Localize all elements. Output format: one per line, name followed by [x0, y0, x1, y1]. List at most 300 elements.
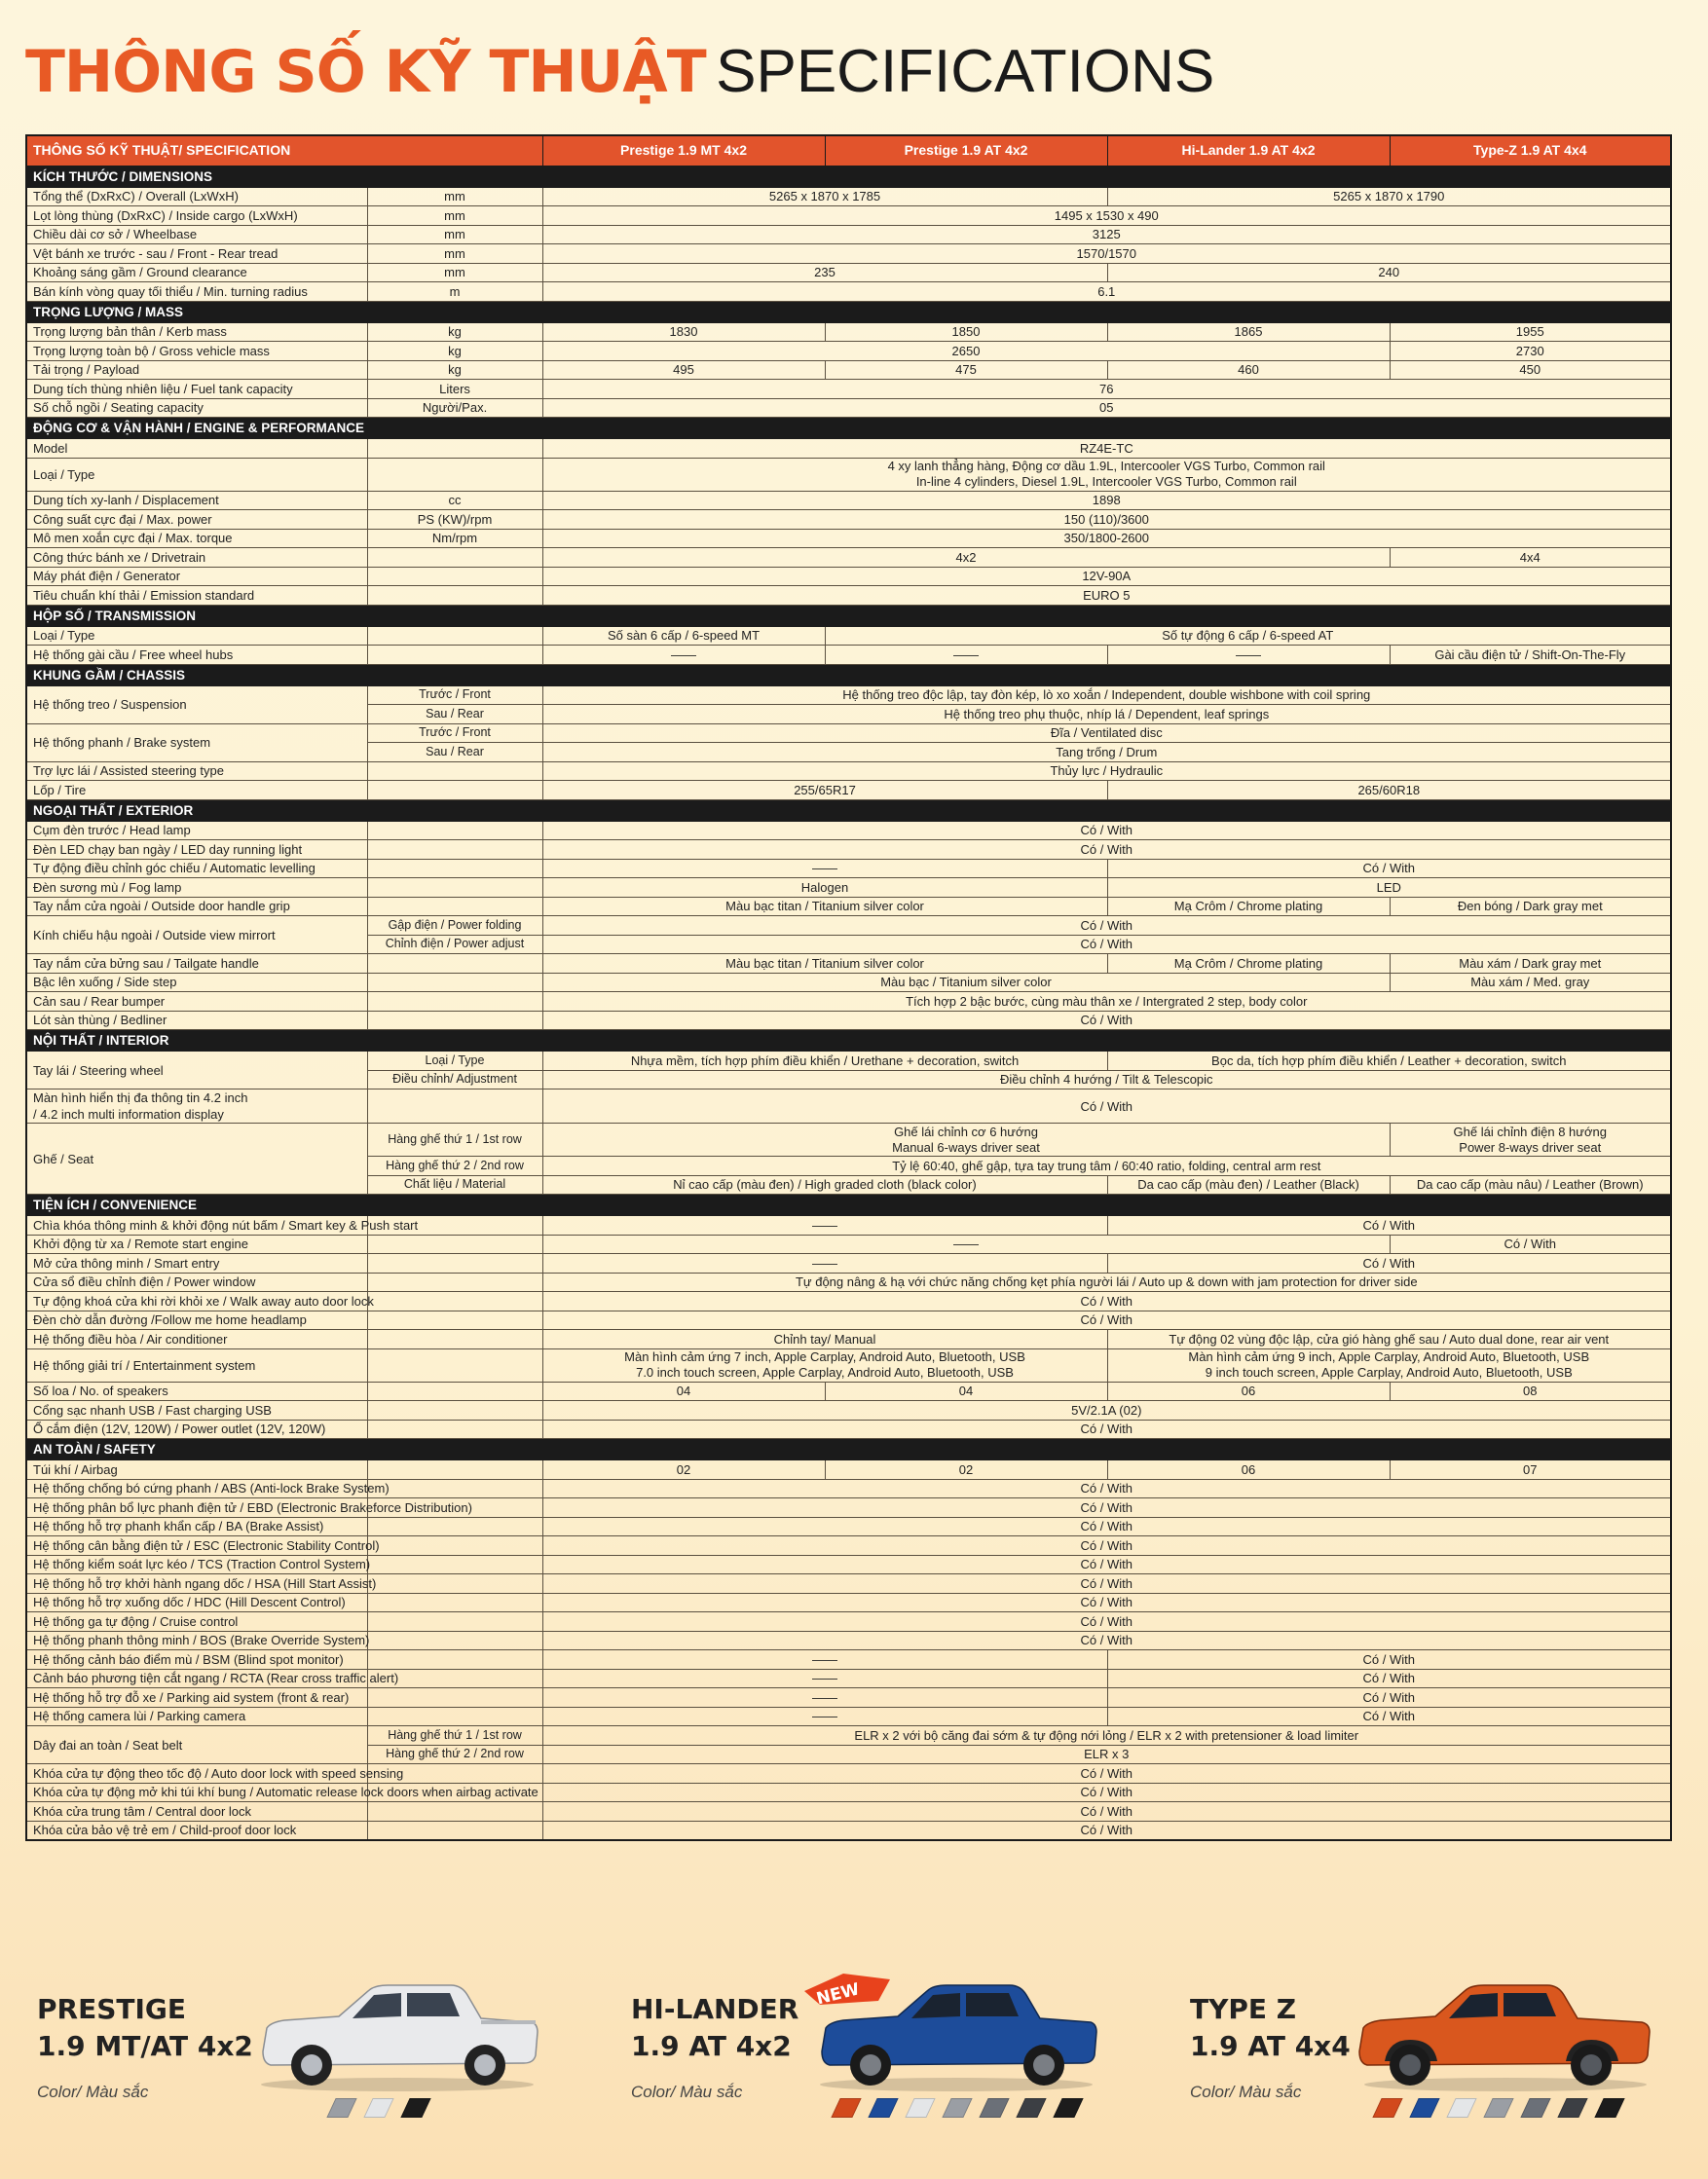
spec-unit — [367, 781, 542, 800]
spec-value: Da cao cấp (màu đen) / Leather (Black) — [1107, 1175, 1390, 1195]
spec-value: 1850 — [825, 322, 1107, 342]
header-model-type-z: Type-Z 1.9 AT 4x4 — [1390, 135, 1671, 166]
spec-value: Halogen — [542, 878, 1107, 898]
spec-unit — [367, 840, 542, 860]
spec-name: Số chỗ ngồi / Seating capacity — [26, 398, 367, 418]
model-prestige — [37, 1991, 253, 2102]
spec-value: Có / With — [542, 1802, 1671, 1822]
table-row — [26, 1517, 1671, 1536]
spec-name: Tổng thể (DxRxC) / Overall (LxWxH) — [26, 187, 367, 206]
spec-name: Hệ thống giải trí / Entertainment system — [26, 1348, 367, 1382]
color-swatch[interactable] — [363, 2098, 393, 2118]
spec-name: Ghế / Seat — [26, 1124, 367, 1195]
spec-value: 02 — [542, 1460, 825, 1480]
spec-unit — [367, 1420, 542, 1439]
spec-name: Tiêu chuẩn khí thải / Emission standard — [26, 586, 367, 606]
spec-value: —— — [542, 1669, 1107, 1688]
section-header-row — [26, 418, 1671, 439]
table-row — [26, 1574, 1671, 1594]
table-row — [26, 878, 1671, 898]
spec-unit: kg — [367, 322, 542, 342]
spec-unit: PS (KW)/rpm — [367, 510, 542, 530]
spec-value: Màn hình cảm ứng 9 inch, Apple Carplay, Android Auto, Bluetooth, USB 9 inch touch screen, Apple Carplay, Android Auto, Bluetooth, USB — [1107, 1348, 1671, 1382]
table-row — [26, 1650, 1671, 1670]
spec-name: Chiều dài cơ sở / Wheelbase — [26, 225, 367, 244]
spec-name: Khóa cửa bảo vệ trẻ em / Child-proof door lock — [26, 1821, 367, 1840]
spec-value: ELR x 2 với bộ căng đai sớm & tự động nới lỏng / ELR x 2 with pretensioner & load limiter — [542, 1726, 1671, 1746]
color-label: Color/ Màu sắc — [37, 2083, 149, 2101]
spec-unit: mm — [367, 263, 542, 282]
spec-value: 450 — [1390, 360, 1671, 380]
table-row — [26, 548, 1671, 568]
spec-name: Hệ thống chống bó cứng phanh / ABS (Anti-lock Brake System) — [26, 1479, 367, 1498]
spec-value: 255/65R17 — [542, 781, 1107, 800]
spec-value: Thủy lực / Hydraulic — [542, 761, 1671, 781]
table-row — [26, 1292, 1671, 1311]
spec-unit — [367, 548, 542, 568]
spec-unit — [367, 954, 542, 974]
spec-value: Có / With — [1107, 859, 1671, 878]
color-swatch[interactable] — [1409, 2098, 1439, 2118]
spec-sub-label: Điều chỉnh/ Adjustment — [367, 1070, 542, 1090]
section-title: NỘI THẤT / INTERIOR — [26, 1030, 1671, 1052]
table-row — [26, 586, 1671, 606]
section-title: TIỆN ÍCH / CONVENIENCE — [26, 1195, 1671, 1216]
table-row — [26, 1011, 1671, 1030]
spec-unit — [367, 1821, 542, 1840]
spec-name: Hệ thống hỗ trợ đỗ xe / Parking aid system (front & rear) — [26, 1688, 367, 1708]
spec-value: Có / With — [542, 821, 1671, 840]
spec-value: 150 (110)/3600 — [542, 510, 1671, 530]
table-row — [26, 781, 1671, 800]
color-swatch[interactable] — [400, 2098, 430, 2118]
model-name: TYPE Z — [1190, 1993, 1297, 2025]
spec-unit: kg — [367, 342, 542, 361]
section-title: KHUNG GẦM / CHASSIS — [26, 664, 1671, 685]
spec-value: Có / With — [542, 916, 1671, 936]
spec-sub-label: Hàng ghế thứ 1 / 1st row — [367, 1124, 542, 1157]
spec-name: Cửa sổ điều chỉnh điện / Power window — [26, 1273, 367, 1292]
spec-value: Có / With — [542, 1783, 1671, 1802]
spec-unit — [367, 1802, 542, 1822]
spec-value: 495 — [542, 360, 825, 380]
spec-name: Cổng sạc nhanh USB / Fast charging USB — [26, 1401, 367, 1421]
spec-value: 1955 — [1390, 322, 1671, 342]
spec-unit: Liters — [367, 380, 542, 399]
spec-value: Số sàn 6 cấp / 6-speed MT — [542, 626, 825, 646]
table-row — [26, 1330, 1671, 1349]
section-header-row — [26, 1195, 1671, 1216]
table-row — [26, 380, 1671, 399]
spec-name: Trọng lượng toàn bộ / Gross vehicle mass — [26, 342, 367, 361]
table-row — [26, 1479, 1671, 1498]
section-header-row — [26, 799, 1671, 821]
color-swatches-type-z — [1377, 2098, 1620, 2118]
spec-value: —— — [542, 1254, 1107, 1274]
spec-name: Mở cửa thông minh / Smart entry — [26, 1254, 367, 1274]
spec-unit — [367, 1479, 542, 1498]
spec-unit — [367, 821, 542, 840]
truck-image-prestige — [251, 1972, 543, 2098]
spec-value: Có / With — [542, 1479, 1671, 1498]
spec-value: 1898 — [542, 491, 1671, 510]
spec-value: —— — [1107, 646, 1390, 665]
spec-name: Loại / Type — [26, 626, 367, 646]
color-swatch[interactable] — [1557, 2098, 1587, 2118]
color-swatch[interactable] — [326, 2098, 356, 2118]
color-swatch[interactable] — [1053, 2098, 1083, 2118]
spec-unit — [367, 1555, 542, 1574]
spec-name: Vệt bánh xe trước - sau / Front - Rear tread — [26, 244, 367, 264]
section-title: HỘP SỐ / TRANSMISSION — [26, 605, 1671, 626]
spec-unit — [367, 1650, 542, 1670]
table-row — [26, 360, 1671, 380]
color-label: Color/ Màu sắc — [1190, 2083, 1302, 2101]
spec-unit — [367, 761, 542, 781]
spec-name: Hệ thống cảnh báo điểm mù / BSM (Blind spot monitor) — [26, 1650, 367, 1670]
color-swatch[interactable] — [1483, 2098, 1513, 2118]
spec-value: 240 — [1107, 263, 1671, 282]
table-row — [26, 458, 1671, 491]
table-row — [26, 244, 1671, 264]
table-row — [26, 859, 1671, 878]
spec-unit — [367, 1707, 542, 1726]
table-row — [26, 840, 1671, 860]
spec-value: 4x4 — [1390, 548, 1671, 568]
spec-value: Có / With — [542, 1593, 1671, 1612]
table-row — [26, 916, 1671, 936]
color-swatches-hi-lander — [835, 2098, 1079, 2118]
spec-name: Khởi động từ xa / Remote start engine — [26, 1235, 367, 1254]
spec-value: Có / With — [1107, 1688, 1671, 1708]
spec-value: Có / With — [542, 1612, 1671, 1632]
spec-name: Hệ thống phanh thông minh / BOS (Brake Override System) — [26, 1631, 367, 1650]
model-type-z — [1190, 1991, 1351, 2102]
spec-value: 76 — [542, 380, 1671, 399]
spec-name: Màn hình hiển thị đa thông tin 4.2 inch / 4.2 inch multi information display — [26, 1090, 367, 1124]
spec-sub-label: Hàng ghế thứ 1 / 1st row — [367, 1726, 542, 1746]
spec-name: Lọt lòng thùng (DxRxC) / Inside cargo (LxWxH) — [26, 206, 367, 226]
table-row — [26, 1401, 1671, 1421]
color-swatch[interactable] — [905, 2098, 935, 2118]
title-english: SPECIFICATIONS — [716, 38, 1215, 105]
table-row — [26, 282, 1671, 302]
spec-unit — [367, 1401, 542, 1421]
table-row — [26, 1348, 1671, 1382]
table-row — [26, 1802, 1671, 1822]
spec-unit — [367, 1311, 542, 1330]
spec-unit — [367, 973, 542, 992]
spec-value: 235 — [542, 263, 1107, 282]
spec-value: —— — [542, 1235, 1390, 1254]
spec-value: 08 — [1390, 1382, 1671, 1401]
spec-value: Có / With — [542, 1517, 1671, 1536]
color-swatch[interactable] — [1594, 2098, 1624, 2118]
spec-name: Trọng lượng bản thân / Kerb mass — [26, 322, 367, 342]
spec-value: Ghế lái chỉnh cơ 6 hướng Manual 6-ways driver seat — [542, 1124, 1390, 1157]
table-row — [26, 510, 1671, 530]
spec-value: Nỉ cao cấp (màu đen) / High graded cloth (black color) — [542, 1175, 1107, 1195]
section-header-row — [26, 166, 1671, 187]
spec-unit — [367, 586, 542, 606]
spec-name: Hệ thống camera lùi / Parking camera — [26, 1707, 367, 1726]
spec-value: Ghế lái chỉnh điện 8 hướng Power 8-ways driver seat — [1390, 1124, 1671, 1157]
spec-unit — [367, 992, 542, 1012]
spec-value: Có / With — [542, 1821, 1671, 1840]
spec-value: —— — [542, 1216, 1107, 1236]
spec-value: Tỷ lệ 60:40, ghế gập, tựa tay trung tâm / 60:40 ratio, folding, central arm rest — [542, 1157, 1671, 1176]
spec-unit — [367, 1574, 542, 1594]
spec-sub-label: Hàng ghế thứ 2 / 2nd row — [367, 1157, 542, 1176]
model-name: HI-LANDER — [631, 1993, 799, 2025]
spec-name: Dung tích xy-lanh / Displacement — [26, 491, 367, 510]
spec-value: Có / With — [542, 1011, 1671, 1030]
table-row — [26, 1631, 1671, 1650]
table-row — [26, 1707, 1671, 1726]
spec-name: Hệ thống hỗ trợ khởi hành ngang dốc / HSA (Hill Start Assist) — [26, 1574, 367, 1594]
table-row — [26, 1273, 1671, 1292]
color-swatch[interactable] — [868, 2098, 898, 2118]
spec-value: Màu xám / Dark gray met — [1390, 954, 1671, 974]
spec-unit: Người/Pax. — [367, 398, 542, 418]
spec-name: Tay lái / Steering wheel — [26, 1052, 367, 1090]
spec-name: Dung tích thùng nhiên liệu / Fuel tank capacity — [26, 380, 367, 399]
spec-value: Tự động 02 vùng độc lập, cửa gió hàng ghế sau / Auto dual done, rear air vent — [1107, 1330, 1671, 1349]
spec-unit — [367, 1536, 542, 1556]
spec-value: Có / With — [542, 840, 1671, 860]
spec-name: Loại / Type — [26, 458, 367, 491]
spec-value: 06 — [1107, 1460, 1390, 1480]
spec-value: 1570/1570 — [542, 244, 1671, 264]
table-row — [26, 491, 1671, 510]
spec-value: Có / With — [542, 1536, 1671, 1556]
table-row — [26, 439, 1671, 459]
spec-sub-label: Trước / Front — [367, 723, 542, 743]
color-swatch[interactable] — [1016, 2098, 1046, 2118]
spec-value: 460 — [1107, 360, 1390, 380]
spec-unit — [367, 458, 542, 491]
table-row — [26, 1090, 1671, 1124]
table-row — [26, 398, 1671, 418]
spec-sub-label: Chỉnh điện / Power adjust — [367, 935, 542, 954]
table-row — [26, 1254, 1671, 1274]
model-variant: 1.9 AT 4x2 — [631, 2030, 792, 2062]
table-row — [26, 1460, 1671, 1480]
table-row — [26, 897, 1671, 916]
spec-name: Số loa / No. of speakers — [26, 1382, 367, 1401]
model-hi-lander — [631, 1991, 798, 2102]
spec-unit — [367, 1273, 542, 1292]
spec-unit — [367, 646, 542, 665]
spec-value: —— — [825, 646, 1107, 665]
color-label: Color/ Màu sắc — [631, 2083, 743, 2101]
section-title: KÍCH THƯỚC / DIMENSIONS — [26, 166, 1671, 187]
spec-value: —— — [542, 1650, 1107, 1670]
table-row — [26, 1382, 1671, 1401]
spec-sub-label: Trước / Front — [367, 685, 542, 705]
spec-value: Đen bóng / Dark gray met — [1390, 897, 1671, 916]
color-swatch[interactable] — [979, 2098, 1009, 2118]
spec-name: Hệ thống ga tự động / Cruise control — [26, 1612, 367, 1632]
spec-unit — [367, 1517, 542, 1536]
model-variant: 1.9 MT/AT 4x2 — [37, 2030, 253, 2062]
spec-value: 5265 x 1870 x 1785 — [542, 187, 1107, 206]
table-row — [26, 263, 1671, 282]
table-row — [26, 342, 1671, 361]
spec-name: Máy phát điện / Generator — [26, 567, 367, 586]
spec-value: 3125 — [542, 225, 1671, 244]
spec-value: —— — [542, 646, 825, 665]
spec-unit: kg — [367, 360, 542, 380]
spec-name: Túi khí / Airbag — [26, 1460, 367, 1480]
spec-value: Màu xám / Med. gray — [1390, 973, 1671, 992]
spec-table — [25, 134, 1672, 1841]
spec-name: Hệ thống hỗ trợ phanh khẩn cấp / BA (Brake Assist) — [26, 1517, 367, 1536]
spec-name: Tự động điều chỉnh góc chiếu / Automatic levelling — [26, 859, 367, 878]
section-title: NGOẠI THẤT / EXTERIOR — [26, 799, 1671, 821]
spec-value: 4 xy lanh thẳng hàng, Động cơ dầu 1.9L, Intercooler VGS Turbo, Common rail In-line 4 cylinders, Diesel 1.9L, Intercooler VGS Turbo, Common rail — [542, 458, 1671, 491]
spec-value: 265/60R18 — [1107, 781, 1671, 800]
spec-value: 2650 — [542, 342, 1390, 361]
color-swatch[interactable] — [1520, 2098, 1550, 2118]
spec-value: Tích hợp 2 bậc bước, cùng màu thân xe / Intergrated 2 step, body color — [542, 992, 1671, 1012]
spec-name: Tay nắm cửa ngoài / Outside door handle grip — [26, 897, 367, 916]
spec-value: Có / With — [1390, 1235, 1671, 1254]
spec-table-body — [26, 166, 1671, 1840]
spec-value: 4x2 — [542, 548, 1390, 568]
spec-value: 5265 x 1870 x 1790 — [1107, 187, 1671, 206]
spec-unit — [367, 567, 542, 586]
spec-name: Tay nắm cửa bửng sau / Tailgate handle — [26, 954, 367, 974]
table-row — [26, 1612, 1671, 1632]
spec-value: Nhựa mềm, tích hợp phím điều khiển / Urethane + decoration, switch — [542, 1052, 1107, 1071]
spec-value: 350/1800-2600 — [542, 529, 1671, 548]
spec-value: —— — [542, 1707, 1107, 1726]
table-row — [26, 1783, 1671, 1802]
spec-name: Hệ thống treo / Suspension — [26, 685, 367, 723]
table-row — [26, 954, 1671, 974]
spec-name: Đèn LED chạy ban ngày / LED day running light — [26, 840, 367, 860]
color-swatch[interactable] — [831, 2098, 861, 2118]
spec-unit — [367, 1593, 542, 1612]
color-swatch[interactable] — [942, 2098, 972, 2118]
spec-value: Mạ Crôm / Chrome plating — [1107, 897, 1390, 916]
table-row — [26, 1216, 1671, 1236]
spec-unit — [367, 859, 542, 878]
spec-name: Mô men xoắn cực đại / Max. torque — [26, 529, 367, 548]
spec-name: Ổ cắm điện (12V, 120W) / Power outlet (12V, 120W) — [26, 1420, 367, 1439]
spec-name: Hệ thống điều hòa / Air conditioner — [26, 1330, 367, 1349]
table-row — [26, 685, 1671, 705]
table-header-row — [26, 135, 1671, 166]
spec-name: Lốp / Tire — [26, 781, 367, 800]
header-spec: THÔNG SỐ KỸ THUẬT/ SPECIFICATION — [26, 135, 542, 166]
spec-unit — [367, 626, 542, 646]
spec-value: Có / With — [542, 1555, 1671, 1574]
spec-value: 5V/2.1A (02) — [542, 1401, 1671, 1421]
spec-unit — [367, 1382, 542, 1401]
spec-unit — [367, 439, 542, 459]
spec-value: EURO 5 — [542, 586, 1671, 606]
spec-value: 475 — [825, 360, 1107, 380]
spec-sub-label: Hàng ghế thứ 2 / 2nd row — [367, 1745, 542, 1764]
table-row — [26, 1669, 1671, 1688]
spec-sub-label: Loại / Type — [367, 1052, 542, 1071]
spec-name: Khóa cửa tự động mở khi túi khí bung / Automatic release lock doors when airbag activate — [26, 1783, 367, 1802]
spec-name: Bán kính vòng quay tối thiểu / Min. turning radius — [26, 282, 367, 302]
spec-sub-label: Gập điện / Power folding — [367, 916, 542, 936]
spec-name: Hệ thống phân bổ lực phanh điện tử / EBD (Electronic Brakeforce Distribution) — [26, 1498, 367, 1518]
table-row — [26, 206, 1671, 226]
spec-name: Kính chiếu hậu ngoài / Outside view mirrort — [26, 916, 367, 954]
spec-value: Số tự động 6 cấp / 6-speed AT — [825, 626, 1671, 646]
table-row — [26, 1555, 1671, 1574]
spec-value: Mạ Crôm / Chrome plating — [1107, 954, 1390, 974]
table-row — [26, 187, 1671, 206]
section-title: ĐỘNG CƠ & VẬN HÀNH / ENGINE & PERFORMANCE — [26, 418, 1671, 439]
spec-value: 6.1 — [542, 282, 1671, 302]
spec-value: Có / With — [1107, 1707, 1671, 1726]
table-row — [26, 626, 1671, 646]
spec-unit: mm — [367, 187, 542, 206]
spec-value: Tang trống / Drum — [542, 743, 1671, 762]
table-row — [26, 225, 1671, 244]
spec-unit: m — [367, 282, 542, 302]
section-header-row — [26, 301, 1671, 322]
spec-unit: mm — [367, 244, 542, 264]
model-lineup — [0, 1979, 1708, 2137]
table-row — [26, 992, 1671, 1012]
spec-name: Tự động khoá cửa khi rời khỏi xe / Walk away auto door lock — [26, 1292, 367, 1311]
spec-unit — [367, 1011, 542, 1030]
spec-value: Có / With — [542, 1420, 1671, 1439]
table-row — [26, 973, 1671, 992]
spec-unit — [367, 897, 542, 916]
color-swatch[interactable] — [1372, 2098, 1402, 2118]
spec-unit — [367, 1688, 542, 1708]
spec-value: 07 — [1390, 1460, 1671, 1480]
table-row — [26, 1593, 1671, 1612]
spec-name: Đèn chờ dẫn đường /Follow me home headlamp — [26, 1311, 367, 1330]
header-model-hi-lander: Hi-Lander 1.9 AT 4x2 — [1107, 135, 1390, 166]
table-row — [26, 1311, 1671, 1330]
spec-value: Có / With — [1107, 1650, 1671, 1670]
spec-value: Hệ thống treo độc lập, tay đòn kép, lò xo xoắn / Independent, double wishbone with coil spring — [542, 685, 1671, 705]
table-row — [26, 723, 1671, 743]
spec-name: Khóa cửa trung tâm / Central door lock — [26, 1802, 367, 1822]
spec-unit: Nm/rpm — [367, 529, 542, 548]
spec-value: Điều chỉnh 4 hướng / Tilt & Telescopic — [542, 1070, 1671, 1090]
table-row — [26, 1764, 1671, 1784]
spec-value: —— — [542, 859, 1107, 878]
spec-sub-label: Sau / Rear — [367, 743, 542, 762]
spec-name: Model — [26, 439, 367, 459]
spec-value: Chỉnh tay/ Manual — [542, 1330, 1107, 1349]
spec-unit — [367, 1235, 542, 1254]
color-swatch[interactable] — [1446, 2098, 1476, 2118]
table-row — [26, 322, 1671, 342]
spec-unit — [367, 1292, 542, 1311]
table-row — [26, 761, 1671, 781]
spec-value: Đĩa / Ventilated disc — [542, 723, 1671, 743]
spec-name: Cụm đèn trước / Head lamp — [26, 821, 367, 840]
section-title: TRỌNG LƯỢNG / MASS — [26, 301, 1671, 322]
spec-unit — [367, 1090, 542, 1124]
section-header-row — [26, 1439, 1671, 1460]
spec-name: Công thức bánh xe / Drivetrain — [26, 548, 367, 568]
spec-value: Màu bạc / Titanium silver color — [542, 973, 1390, 992]
spec-value: 04 — [542, 1382, 825, 1401]
